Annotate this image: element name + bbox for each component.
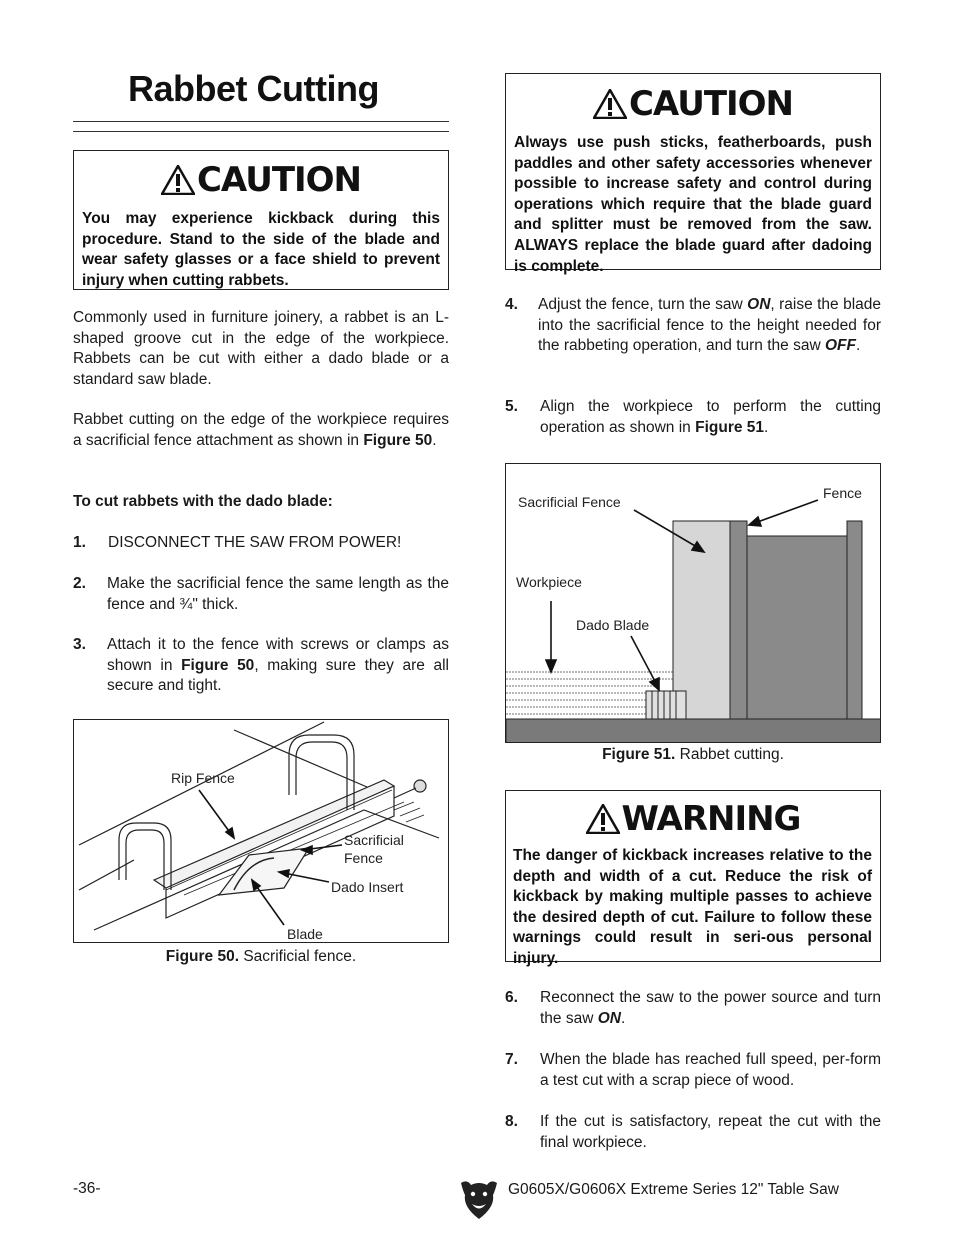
step-4 [505,295,881,357]
label-dado-blade: Dado Blade [576,617,650,633]
label-workpiece: Workpiece [516,574,582,590]
figure-51-ref: Figure 51 [695,418,765,436]
step-number: 4. [505,296,518,313]
figure-50 [73,719,449,943]
caution-heading-text: CAUTION [196,160,362,200]
step-2 [73,574,449,615]
page-number: -36- [73,1180,101,1197]
step-number: 5. [505,398,518,415]
step-text: Align the workpiece to perform the cutting operation as shown in Figure 51. [540,398,881,436]
step-text: DISCONNECT THE SAW FROM POWER! [108,534,402,551]
warning-heading-text: WARNING [621,799,801,839]
label-fence: Fence [823,485,862,501]
caution-body: You may experience kickback during this procedure. Stand to the side of the blade and wear safety glasses or a face shield to prevent injury when cutting rabbets. [82,210,440,289]
step-number: 7. [505,1051,518,1068]
figure-50-caption: Figure 50. Sacrificial fence. [165,948,357,965]
warning-body: The danger of kickback increases relative to the depth and width of a cut. Reduce the risk of kickback by making multiple passes to achieve the desired depth of cut. Failure to follow these warnings could result in seri-ous personal injury. [513,847,872,967]
step-text: Attach it to the fence with screws or clamps as shown in Figure 50, making sure they are all secure and tight. [107,636,449,695]
step-number: 3. [73,636,86,653]
step-number: 1. [73,534,86,551]
step-3 [73,635,449,697]
title-rule-bottom [73,131,449,132]
figure-51 [505,463,881,743]
caution-heading [506,84,880,124]
caution-box-kickback [73,150,449,290]
intro-paragraph-2: Rabbet cutting on the edge of the workpiece requires a sacrificial fence attachment as shown in Figure 50. [73,411,449,449]
caution-body: Always use push sticks, featherboards, push paddles and other safety accessories whenever possible to increase safety and control during operations which require that the blade guard and splitter must be removed from the saw. ALWAYS replace the blade guard after dadoing is complete. [514,134,872,275]
step-number: 2. [73,575,86,592]
step-text: Reconnect the saw to the power source and turn the saw ON. [540,989,881,1027]
title-rule-top [73,121,449,122]
label-sacrificial-fence-line-1: Sacrificial [344,832,404,848]
figure-50-ref: Figure 50 [181,656,255,674]
intro-paragraph: Commonly used in furniture joinery, a rabbet is an L-shaped groove cut in the edge of the workpiece. Rabbets can be cut with either a dado blade or a standard saw blade. [73,309,449,388]
grizzly-bear-logo-icon [459,1177,499,1221]
step-8 [505,1112,881,1153]
label-sacrificial-fence-line-2: Fence [344,850,383,866]
step-text: Adjust the fence, turn the saw ON, raise the blade into the sacrificial fence to the height needed for the rabbeting operation, and turn the saw OFF. [538,296,881,355]
warning-box-kickback [505,790,881,967]
caution-heading [74,160,448,200]
step-text: If the cut is satisfactory, repeat the cut with the final workpiece. [540,1113,881,1151]
step-text: Make the sacrificial fence the same length as the fence and ¾" thick. [107,575,449,613]
caution-heading-text: CAUTION [628,84,794,124]
step-1 [73,533,449,554]
step-6 [505,988,881,1029]
step-number: 8. [505,1113,518,1130]
label-rip-fence: Rip Fence [171,770,235,786]
warning-heading [506,799,880,839]
step-number: 6. [505,989,518,1006]
figure-50-ref: Figure 50 [363,431,433,449]
label-dado-insert: Dado Insert [331,879,404,895]
footer-model-text: G0605X/G0606X Extreme Series 12" Table Saw [508,1181,839,1198]
warning-triangle-icon [161,165,195,195]
step-text: When the blade has reached full speed, per-form a test cut with a scrap piece of wood. [540,1051,881,1089]
label-blade: Blade [287,926,323,942]
step-5 [505,397,881,438]
caution-box-push-sticks [505,73,881,275]
page-title: Rabbet Cutting [128,68,379,109]
subheading: To cut rabbets with the dado blade: [73,493,333,510]
warning-triangle-icon [593,89,627,119]
step-7 [505,1050,881,1091]
figure-51-caption: Figure 51. Rabbet cutting. [602,746,784,763]
warning-triangle-icon [586,804,620,834]
label-sacrificial-fence: Sacrificial Fence [518,494,621,510]
